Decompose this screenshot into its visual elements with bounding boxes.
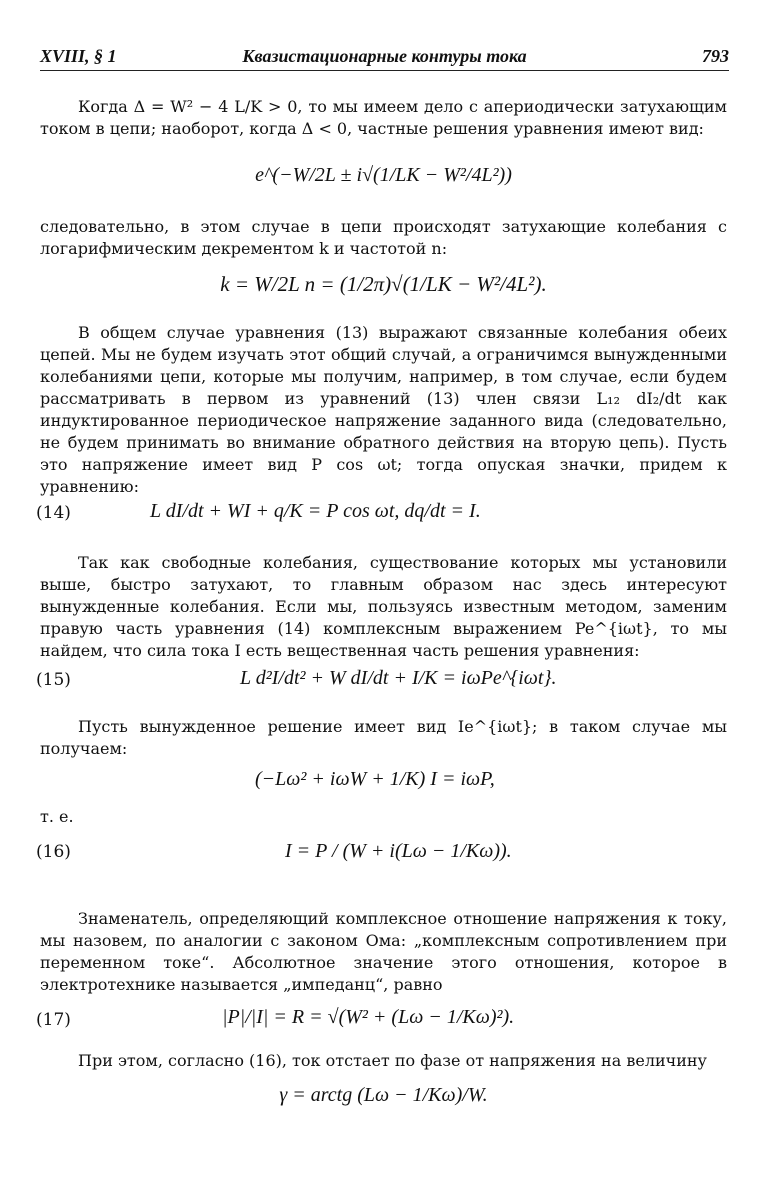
paragraph-2 — [40, 216, 727, 260]
equation-gamma — [40, 1084, 727, 1107]
equation-14 — [150, 500, 727, 523]
paragraph-6-text: т. е. — [40, 807, 74, 826]
paragraph-6 — [40, 806, 727, 828]
equation-16 — [285, 840, 727, 863]
equation-16-text: I = P / (W + i(Lω − 1/Kω)). — [285, 840, 512, 862]
paragraph-3 — [40, 322, 727, 498]
paragraph-4-text: Так как свободные колебания, существование которых мы установили выше, быстро затухают, то главным образом нас здесь интересуют вынужденные колебания. Если мы, пользуясь известным методом, заменим правую часть уравнения (14) комплексным выражением Pe^{iωt}, то мы найдем, что сила тока I есть вещественная часть решения уравнения: — [40, 553, 727, 660]
equation-14-text: L dI/dt + WI + q/K = P cos ωt, dq/dt = I. — [150, 500, 481, 522]
paragraph-2-text: следовательно, в этом случае в цепи происходят затухающие колебания с логарифмическим декрементом k и частотой n: — [40, 217, 727, 258]
page-number: 793 — [702, 46, 729, 66]
equation-exponential-text: e^(−W/2L ± i√(1/LK − W²/4L²)) — [255, 164, 512, 186]
paragraph-4 — [40, 552, 727, 662]
equation-intermediate — [255, 768, 727, 791]
paragraph-3-text: В общем случае уравнения (13) выражают связанные колебания обеих цепей. Мы не будем изучать этот общий случай, а ограничимся вынужденными колебаниями цепи, которые мы получим, например, в том случае, если будем рассматривать в первом из уравнений (13) член связи L₁₂ dI₂/dt как индуктированное периодическое напряжение заданного вида (следовательно, не будем принимать во внимание обратного действия на вторую цепь). Пусть это напряжение имеет вид P cos ωt; тогда опуская значки, придем к уравнению: — [40, 323, 727, 496]
section-number: XVIII, § 1 — [40, 46, 117, 66]
equation-gamma-text: γ = arctg (Lω − 1/Kω)/W. — [279, 1084, 488, 1106]
equation-15-number: (15) — [36, 670, 71, 690]
equation-17 — [222, 1006, 727, 1029]
paragraph-8-text: При этом, согласно (16), ток отстает по фазе от напряжения на величину — [78, 1051, 707, 1070]
equation-exponential — [40, 164, 727, 187]
equation-14-number: (14) — [36, 503, 71, 523]
chapter-title: Квазистационарные контуры тока — [242, 46, 527, 66]
paragraph-7 — [40, 908, 727, 996]
running-header — [40, 44, 729, 71]
equation-15 — [240, 667, 727, 690]
paragraph-7-text: Знаменатель, определяющий комплексное отношение напряжения к току, мы назовем, по аналогии с законом Ома: „комплексным сопротивлением при переменном токе“. Абсолютное значение этого отношения, которое в электротехнике называется „импеданц“, равно — [40, 909, 727, 994]
paragraph-1 — [40, 96, 727, 140]
equation-17-number: (17) — [36, 1010, 71, 1030]
paragraph-1-text: Когда Δ = W² − 4 L/K > 0, то мы имеем дело с апериодически затухающим током в цепи; наоборот, когда Δ < 0, частные решения уравнения имеют вид: — [40, 97, 727, 138]
paragraph-5-text: Пусть вынужденное решение имеет вид Ie^{iωt}; в таком случае мы получаем: — [40, 717, 727, 758]
equation-k-n-text: k = W/2L n = (1/2π)√(1/LK − W²/4L²). — [220, 272, 547, 296]
equation-intermediate-text: (−Lω² + iωW + 1/K) I = iωP, — [255, 768, 495, 790]
paragraph-8 — [40, 1050, 727, 1072]
paragraph-5 — [40, 716, 727, 760]
equation-16-number: (16) — [36, 842, 71, 862]
equation-k-n — [40, 272, 727, 297]
equation-17-text: |P|/|I| = R = √(W² + (Lω − 1/Kω)²). — [222, 1006, 515, 1028]
equation-15-text: L d²I/dt² + W dI/dt + I/K = iωPe^{iωt}. — [240, 667, 557, 689]
